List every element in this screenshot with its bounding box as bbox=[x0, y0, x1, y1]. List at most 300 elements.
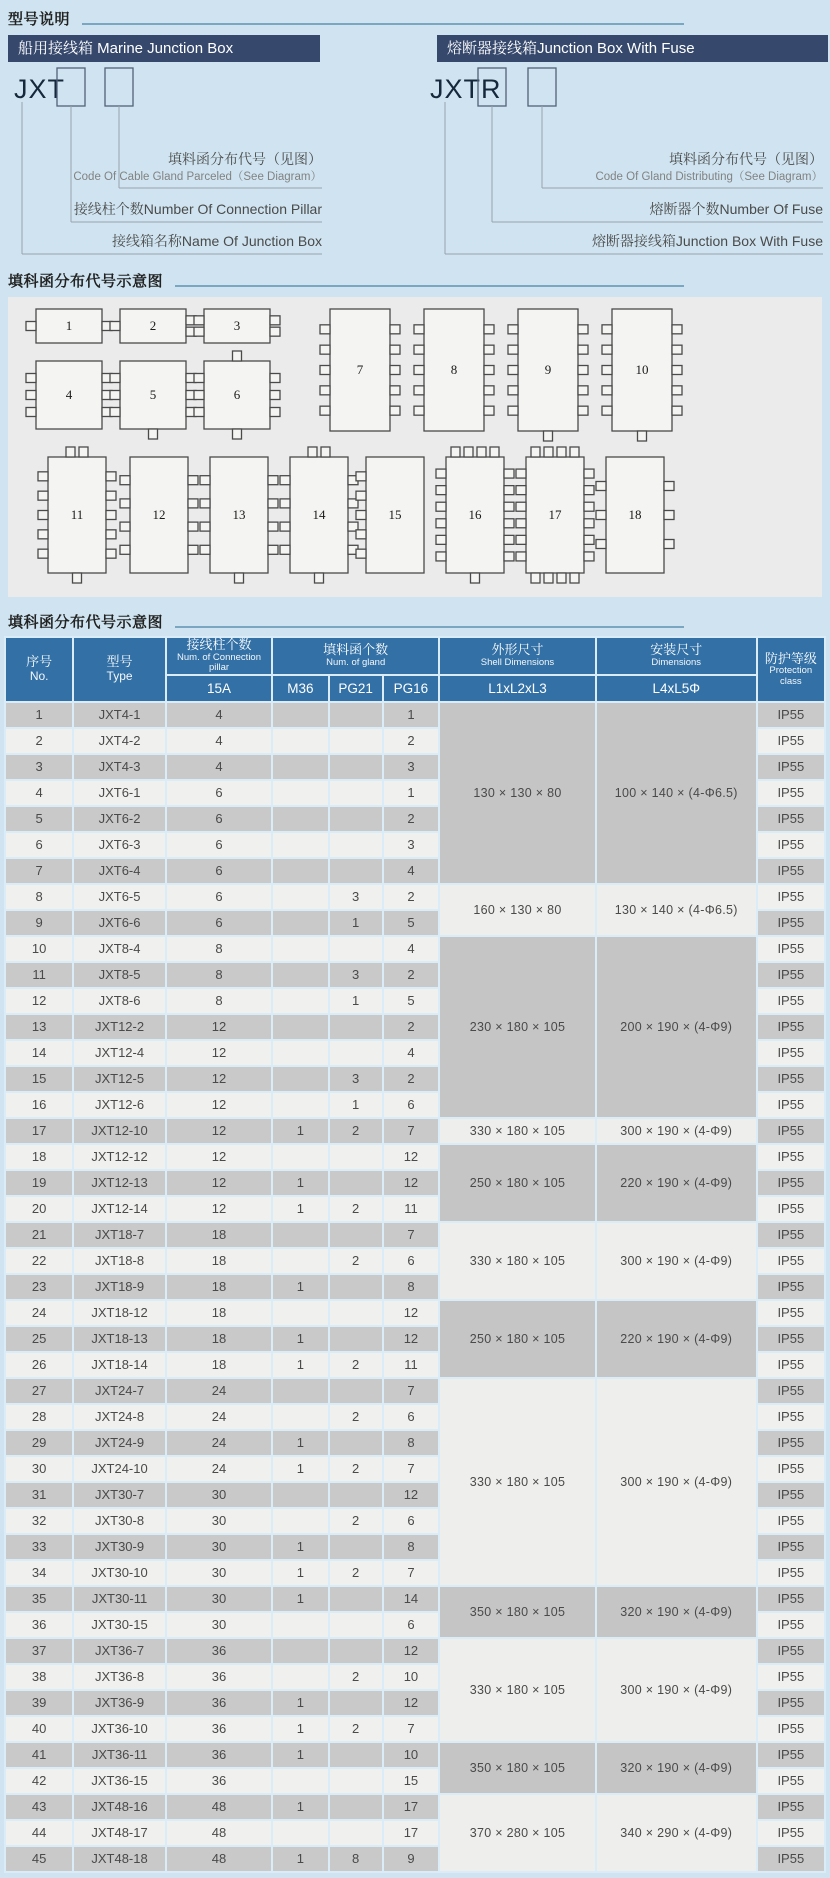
cell-pg21 bbox=[330, 1821, 382, 1845]
cell-type: JXT48-17 bbox=[74, 1821, 164, 1845]
cell-pg16: 12 bbox=[384, 1145, 438, 1169]
cell-pg16: 2 bbox=[384, 1067, 438, 1091]
marine-junction-box-header: 船用接线箱 Marine Junction Box bbox=[8, 35, 320, 62]
cell-m36 bbox=[273, 911, 327, 935]
cell-15a: 36 bbox=[167, 1665, 272, 1689]
gland-box-18 bbox=[596, 457, 674, 573]
cell-protection-class: IP55 bbox=[758, 833, 824, 857]
cell-15a: 8 bbox=[167, 937, 272, 961]
cell-m36: 1 bbox=[273, 1431, 327, 1455]
gland-box-number: 17 bbox=[548, 507, 562, 522]
cell-protection-class: IP55 bbox=[758, 1613, 824, 1637]
cell-shell-dimensions: 130 × 130 × 80 bbox=[440, 703, 595, 883]
cell-15a: 36 bbox=[167, 1743, 272, 1767]
gland-distribution-diagram bbox=[8, 297, 822, 597]
cell-15a: 36 bbox=[167, 1769, 272, 1793]
cell-shell-dimensions: 250 × 180 × 105 bbox=[440, 1145, 595, 1221]
cell-protection-class: IP55 bbox=[758, 1249, 824, 1273]
cell-no: 45 bbox=[6, 1847, 72, 1871]
cell-m36 bbox=[273, 807, 327, 831]
cell-no: 3 bbox=[6, 755, 72, 779]
cell-protection-class: IP55 bbox=[758, 989, 824, 1013]
cell-type: JXT12-4 bbox=[74, 1041, 164, 1065]
cell-pg21 bbox=[330, 807, 382, 831]
cell-pg21 bbox=[330, 1769, 382, 1793]
cell-m36: 1 bbox=[273, 1535, 327, 1559]
cell-no: 42 bbox=[6, 1769, 72, 1793]
cell-no: 36 bbox=[6, 1613, 72, 1637]
title-underline bbox=[175, 285, 684, 287]
cell-type: JXT24-9 bbox=[74, 1431, 164, 1455]
cell-protection-class: IP55 bbox=[758, 1535, 824, 1559]
cell-shell-dimensions: 330 × 180 × 105 bbox=[440, 1639, 595, 1741]
cell-15a: 18 bbox=[167, 1275, 272, 1299]
cell-pg21 bbox=[330, 1691, 382, 1715]
name-label: 熔断器接线箱Junction Box With Fuse bbox=[591, 233, 823, 249]
cell-15a: 18 bbox=[167, 1353, 272, 1377]
gland-box-number: 2 bbox=[149, 318, 157, 333]
cell-pg21 bbox=[330, 833, 382, 857]
cell-type: JXT18-12 bbox=[74, 1301, 164, 1325]
cell-no: 28 bbox=[6, 1405, 72, 1429]
cell-pg16: 10 bbox=[384, 1743, 438, 1767]
cell-no: 17 bbox=[6, 1119, 72, 1143]
cell-protection-class: IP55 bbox=[758, 1769, 824, 1793]
cell-pg21 bbox=[330, 1743, 382, 1767]
cell-protection-class: IP55 bbox=[758, 859, 824, 883]
cell-pg16: 11 bbox=[384, 1353, 438, 1377]
cell-type: JXT30-8 bbox=[74, 1509, 164, 1533]
fuse-junction-box-column bbox=[415, 31, 830, 262]
cell-pg21 bbox=[330, 1795, 382, 1819]
cell-protection-class: IP55 bbox=[758, 1119, 824, 1143]
cell-no: 37 bbox=[6, 1639, 72, 1663]
table-row bbox=[6, 1301, 824, 1325]
cell-15a: 24 bbox=[167, 1457, 272, 1481]
cell-pg21: 1 bbox=[330, 1093, 382, 1117]
col-header-protection: 防护等级 Protection class bbox=[758, 638, 824, 701]
marine-junction-box-column bbox=[0, 31, 415, 262]
cell-m36 bbox=[273, 729, 327, 753]
cell-pg21 bbox=[330, 1379, 382, 1403]
cell-protection-class: IP55 bbox=[758, 703, 824, 727]
gland-box-number: 10 bbox=[635, 362, 649, 377]
cell-protection-class: IP55 bbox=[758, 781, 824, 805]
cell-protection-class: IP55 bbox=[758, 1171, 824, 1195]
cell-no: 10 bbox=[6, 937, 72, 961]
cell-no: 25 bbox=[6, 1327, 72, 1351]
cell-pg21: 2 bbox=[330, 1405, 382, 1429]
cell-protection-class: IP55 bbox=[758, 1041, 824, 1065]
cell-m36 bbox=[273, 1249, 327, 1273]
cell-pg21 bbox=[330, 1483, 382, 1507]
cell-type: JXT36-8 bbox=[74, 1665, 164, 1689]
cell-pg21 bbox=[330, 1301, 382, 1325]
cell-m36 bbox=[273, 1821, 327, 1845]
fuse-junction-box-header: 熔断器接线箱Junction Box With Fuse bbox=[437, 35, 828, 62]
model-prefix: JXTR bbox=[430, 74, 502, 104]
cell-protection-class: IP55 bbox=[758, 1197, 824, 1221]
cell-pg21 bbox=[330, 937, 382, 961]
cell-15a: 18 bbox=[167, 1327, 272, 1351]
cell-no: 29 bbox=[6, 1431, 72, 1455]
cell-m36 bbox=[273, 963, 327, 987]
cell-protection-class: IP55 bbox=[758, 1717, 824, 1741]
gland-box-1 bbox=[26, 309, 112, 343]
cell-pg16: 7 bbox=[384, 1717, 438, 1741]
cell-pg16: 17 bbox=[384, 1795, 438, 1819]
cell-15a: 48 bbox=[167, 1795, 272, 1819]
gland-box-12 bbox=[120, 457, 198, 573]
gland-code-label-en: Code Of Cable Gland Parceled（See Diagram） bbox=[73, 171, 322, 183]
cell-type: JXT4-1 bbox=[74, 703, 164, 727]
gland-box-16 bbox=[436, 447, 514, 583]
cell-no: 12 bbox=[6, 989, 72, 1013]
cell-protection-class: IP55 bbox=[758, 807, 824, 831]
table-row bbox=[6, 885, 824, 909]
cell-type: JXT30-7 bbox=[74, 1483, 164, 1507]
cell-15a: 48 bbox=[167, 1821, 272, 1845]
subcol-15a: 15A bbox=[167, 676, 272, 701]
cell-pg21 bbox=[330, 729, 382, 753]
cell-15a: 12 bbox=[167, 1197, 272, 1221]
cell-protection-class: IP55 bbox=[758, 937, 824, 961]
cell-protection-class: IP55 bbox=[758, 1587, 824, 1611]
cell-pg21: 1 bbox=[330, 911, 382, 935]
cell-15a: 4 bbox=[167, 729, 272, 753]
cell-pg21 bbox=[330, 781, 382, 805]
cell-pg16: 2 bbox=[384, 1015, 438, 1039]
cell-15a: 36 bbox=[167, 1691, 272, 1715]
cell-protection-class: IP55 bbox=[758, 885, 824, 909]
cell-15a: 30 bbox=[167, 1561, 272, 1585]
model-prefix: JXT bbox=[14, 74, 66, 104]
title-underline bbox=[175, 626, 684, 628]
cell-m36: 1 bbox=[273, 1197, 327, 1221]
cell-pg16: 8 bbox=[384, 1275, 438, 1299]
cell-pg16: 12 bbox=[384, 1301, 438, 1325]
cell-m36 bbox=[273, 1405, 327, 1429]
cell-pg21 bbox=[330, 1639, 382, 1663]
cell-pg16: 6 bbox=[384, 1509, 438, 1533]
cell-pg16: 2 bbox=[384, 729, 438, 753]
model-section-title: 型号说明 bbox=[8, 11, 71, 28]
cell-protection-class: IP55 bbox=[758, 1847, 824, 1871]
cell-pg21: 3 bbox=[330, 1067, 382, 1091]
cell-shell-dimensions: 230 × 180 × 105 bbox=[440, 937, 595, 1117]
cell-m36 bbox=[273, 1041, 327, 1065]
cell-no: 43 bbox=[6, 1795, 72, 1819]
cell-type: JXT6-6 bbox=[74, 911, 164, 935]
cell-m36: 1 bbox=[273, 1847, 327, 1871]
cell-type: JXT36-11 bbox=[74, 1743, 164, 1767]
col-header-pillar: 接线柱个数 Num. of Connection pillar bbox=[167, 638, 272, 674]
gland-box-8 bbox=[414, 309, 494, 431]
cell-protection-class: IP55 bbox=[758, 1665, 824, 1689]
cell-protection-class: IP55 bbox=[758, 1405, 824, 1429]
model-section-head bbox=[0, 0, 830, 31]
cell-no: 26 bbox=[6, 1353, 72, 1377]
gland-box-number: 18 bbox=[628, 507, 642, 522]
cell-pg16: 6 bbox=[384, 1093, 438, 1117]
cell-no: 1 bbox=[6, 703, 72, 727]
cell-pg21 bbox=[330, 1613, 382, 1637]
table-row bbox=[6, 1379, 824, 1403]
cell-type: JXT48-16 bbox=[74, 1795, 164, 1819]
cell-type: JXT6-3 bbox=[74, 833, 164, 857]
cell-mount-dimensions: 300 × 190 × (4-Φ9) bbox=[597, 1379, 756, 1585]
cell-pg21 bbox=[330, 1587, 382, 1611]
subcol-l1l2l3: L1xL2xL3 bbox=[440, 676, 595, 701]
jxt-code-diagram bbox=[0, 62, 415, 262]
table-section-title: 填科函分布代号示意图 bbox=[8, 614, 164, 631]
cell-mount-dimensions: 300 × 190 × (4-Φ9) bbox=[597, 1119, 756, 1143]
title-underline bbox=[82, 23, 684, 25]
gland-box-6 bbox=[194, 351, 280, 439]
cell-shell-dimensions: 370 × 280 × 105 bbox=[440, 1795, 595, 1871]
cell-no: 21 bbox=[6, 1223, 72, 1247]
count-label: 接线柱个数Number Of Connection Pillar bbox=[73, 201, 322, 217]
cell-mount-dimensions: 300 × 190 × (4-Φ9) bbox=[597, 1639, 756, 1741]
cell-pg16: 5 bbox=[384, 911, 438, 935]
cell-no: 44 bbox=[6, 1821, 72, 1845]
gland-box-number: 6 bbox=[233, 387, 241, 402]
cell-protection-class: IP55 bbox=[758, 1691, 824, 1715]
cell-pg16: 4 bbox=[384, 859, 438, 883]
cell-m36: 1 bbox=[273, 1275, 327, 1299]
cell-m36 bbox=[273, 1301, 327, 1325]
table-row bbox=[6, 703, 824, 727]
gland-box-7 bbox=[320, 309, 400, 431]
gland-box-number: 13 bbox=[232, 507, 246, 522]
cell-15a: 8 bbox=[167, 989, 272, 1013]
cell-type: JXT12-10 bbox=[74, 1119, 164, 1143]
cell-type: JXT8-5 bbox=[74, 963, 164, 987]
col-header-gland: 填料函个数 Num. of gland bbox=[273, 638, 438, 674]
cell-type: JXT18-9 bbox=[74, 1275, 164, 1299]
cell-m36: 1 bbox=[273, 1743, 327, 1767]
cell-shell-dimensions: 330 × 180 × 105 bbox=[440, 1119, 595, 1143]
cell-mount-dimensions: 100 × 140 × (4-Φ6.5) bbox=[597, 703, 756, 883]
cell-pg16: 14 bbox=[384, 1587, 438, 1611]
table-row bbox=[6, 1119, 824, 1143]
table-row bbox=[6, 1587, 824, 1611]
cell-pg16: 4 bbox=[384, 1041, 438, 1065]
cell-15a: 18 bbox=[167, 1301, 272, 1325]
cell-15a: 4 bbox=[167, 703, 272, 727]
cell-no: 9 bbox=[6, 911, 72, 935]
cell-15a: 48 bbox=[167, 1847, 272, 1871]
table-row bbox=[6, 937, 824, 961]
cell-type: JXT30-9 bbox=[74, 1535, 164, 1559]
cell-no: 6 bbox=[6, 833, 72, 857]
cell-pg16: 2 bbox=[384, 963, 438, 987]
cell-protection-class: IP55 bbox=[758, 1353, 824, 1377]
cell-mount-dimensions: 320 × 190 × (4-Φ9) bbox=[597, 1587, 756, 1637]
col-header-shell: 外形尺寸 Shell Dimensions bbox=[440, 638, 595, 674]
gland-box-number: 1 bbox=[65, 318, 73, 333]
col-header-type: 型号 Type bbox=[74, 638, 164, 701]
cell-pg21: 3 bbox=[330, 963, 382, 987]
cell-no: 16 bbox=[6, 1093, 72, 1117]
cell-mount-dimensions: 220 × 190 × (4-Φ9) bbox=[597, 1145, 756, 1221]
cell-type: JXT36-7 bbox=[74, 1639, 164, 1663]
cell-m36: 1 bbox=[273, 1353, 327, 1377]
cell-pg21 bbox=[330, 1015, 382, 1039]
cell-type: JXT12-5 bbox=[74, 1067, 164, 1091]
gland-code-label-en: Code Of Gland Distributing（See Diagram） bbox=[595, 171, 823, 183]
cell-protection-class: IP55 bbox=[758, 1275, 824, 1299]
cell-pg21 bbox=[330, 1535, 382, 1559]
cell-pg21: 2 bbox=[330, 1717, 382, 1741]
cell-pg21 bbox=[330, 859, 382, 883]
cell-pg21: 2 bbox=[330, 1561, 382, 1585]
cell-pg21: 2 bbox=[330, 1509, 382, 1533]
cell-15a: 6 bbox=[167, 807, 272, 831]
cell-pg21 bbox=[330, 755, 382, 779]
gland-box-number: 9 bbox=[544, 362, 552, 377]
cell-m36 bbox=[273, 1223, 327, 1247]
cell-no: 38 bbox=[6, 1665, 72, 1689]
cell-pg16: 10 bbox=[384, 1665, 438, 1689]
cell-type: JXT30-10 bbox=[74, 1561, 164, 1585]
cell-pg16: 2 bbox=[384, 807, 438, 831]
cell-pg16: 7 bbox=[384, 1457, 438, 1481]
cell-no: 27 bbox=[6, 1379, 72, 1403]
subcol-l4l5: L4xL5Φ bbox=[597, 676, 756, 701]
jxtr-code-diagram bbox=[415, 62, 830, 262]
spec-table bbox=[4, 636, 826, 1873]
gland-box-10 bbox=[602, 309, 682, 441]
cell-no: 5 bbox=[6, 807, 72, 831]
cell-protection-class: IP55 bbox=[758, 1431, 824, 1455]
cell-15a: 30 bbox=[167, 1509, 272, 1533]
cell-pg21: 2 bbox=[330, 1249, 382, 1273]
cell-15a: 18 bbox=[167, 1249, 272, 1273]
cell-m36: 1 bbox=[273, 1717, 327, 1741]
cell-protection-class: IP55 bbox=[758, 1795, 824, 1819]
spec-table-header bbox=[6, 638, 824, 701]
cell-pg21: 2 bbox=[330, 1197, 382, 1221]
cell-m36 bbox=[273, 989, 327, 1013]
cell-type: JXT6-5 bbox=[74, 885, 164, 909]
cell-protection-class: IP55 bbox=[758, 1327, 824, 1351]
table-row bbox=[6, 1639, 824, 1663]
cell-pg16: 7 bbox=[384, 1223, 438, 1247]
cell-pg16: 12 bbox=[384, 1691, 438, 1715]
cell-type: JXT4-2 bbox=[74, 729, 164, 753]
cell-no: 14 bbox=[6, 1041, 72, 1065]
cell-protection-class: IP55 bbox=[758, 1223, 824, 1247]
cell-15a: 12 bbox=[167, 1093, 272, 1117]
cell-m36: 1 bbox=[273, 1171, 327, 1195]
cell-protection-class: IP55 bbox=[758, 1145, 824, 1169]
cell-mount-dimensions: 300 × 190 × (4-Φ9) bbox=[597, 1223, 756, 1299]
gland-box-15 bbox=[356, 457, 424, 573]
cell-type: JXT24-10 bbox=[74, 1457, 164, 1481]
cell-type: JXT8-4 bbox=[74, 937, 164, 961]
cell-no: 24 bbox=[6, 1301, 72, 1325]
cell-type: JXT4-3 bbox=[74, 755, 164, 779]
gland-box-number: 16 bbox=[468, 507, 482, 522]
cell-pg16: 9 bbox=[384, 1847, 438, 1871]
cell-15a: 24 bbox=[167, 1405, 272, 1429]
cell-protection-class: IP55 bbox=[758, 1821, 824, 1845]
cell-protection-class: IP55 bbox=[758, 1743, 824, 1767]
cell-pg16: 3 bbox=[384, 833, 438, 857]
cell-pg16: 12 bbox=[384, 1327, 438, 1351]
cell-pg21 bbox=[330, 1171, 382, 1195]
cell-no: 33 bbox=[6, 1535, 72, 1559]
cell-protection-class: IP55 bbox=[758, 963, 824, 987]
cell-m36 bbox=[273, 1067, 327, 1091]
cell-m36: 1 bbox=[273, 1457, 327, 1481]
cell-no: 2 bbox=[6, 729, 72, 753]
model-columns bbox=[0, 31, 830, 262]
cell-15a: 6 bbox=[167, 859, 272, 883]
cell-pg21 bbox=[330, 703, 382, 727]
cell-pg16: 7 bbox=[384, 1119, 438, 1143]
cell-15a: 24 bbox=[167, 1431, 272, 1455]
cell-protection-class: IP55 bbox=[758, 911, 824, 935]
cell-protection-class: IP55 bbox=[758, 1093, 824, 1117]
cell-type: JXT12-12 bbox=[74, 1145, 164, 1169]
cell-mount-dimensions: 130 × 140 × (4-Φ6.5) bbox=[597, 885, 756, 935]
cell-no: 8 bbox=[6, 885, 72, 909]
cell-type: JXT36-10 bbox=[74, 1717, 164, 1741]
cell-pg16: 1 bbox=[384, 703, 438, 727]
cell-m36 bbox=[273, 833, 327, 857]
cell-type: JXT18-7 bbox=[74, 1223, 164, 1247]
cell-pg16: 17 bbox=[384, 1821, 438, 1845]
cell-no: 40 bbox=[6, 1717, 72, 1741]
gland-box-number: 8 bbox=[450, 362, 458, 377]
diagram-section-head bbox=[0, 262, 830, 293]
cell-pg16: 12 bbox=[384, 1639, 438, 1663]
cell-m36: 1 bbox=[273, 1119, 327, 1143]
cell-15a: 6 bbox=[167, 833, 272, 857]
cell-type: JXT30-15 bbox=[74, 1613, 164, 1637]
cell-15a: 30 bbox=[167, 1535, 272, 1559]
cell-15a: 12 bbox=[167, 1145, 272, 1169]
cell-15a: 6 bbox=[167, 885, 272, 909]
cell-m36 bbox=[273, 1379, 327, 1403]
cell-pg16: 15 bbox=[384, 1769, 438, 1793]
cell-m36: 1 bbox=[273, 1795, 327, 1819]
cell-no: 23 bbox=[6, 1275, 72, 1299]
gland-box-17 bbox=[516, 447, 594, 583]
gland-box-number: 5 bbox=[149, 387, 157, 402]
subcol-pg16: PG16 bbox=[384, 676, 438, 701]
cell-pg21: 2 bbox=[330, 1353, 382, 1377]
cell-m36 bbox=[273, 1015, 327, 1039]
cell-m36 bbox=[273, 1093, 327, 1117]
cell-15a: 18 bbox=[167, 1223, 272, 1247]
cell-protection-class: IP55 bbox=[758, 1483, 824, 1507]
cell-pg16: 4 bbox=[384, 937, 438, 961]
table-row bbox=[6, 1145, 824, 1169]
cell-no: 7 bbox=[6, 859, 72, 883]
gland-box-number: 12 bbox=[152, 507, 166, 522]
cell-no: 19 bbox=[6, 1171, 72, 1195]
gland-box-2 bbox=[110, 309, 196, 343]
gland-box-5 bbox=[110, 361, 196, 439]
cell-no: 4 bbox=[6, 781, 72, 805]
cell-pg16: 5 bbox=[384, 989, 438, 1013]
cell-type: JXT30-11 bbox=[74, 1587, 164, 1611]
cell-type: JXT12-2 bbox=[74, 1015, 164, 1039]
cell-type: JXT24-7 bbox=[74, 1379, 164, 1403]
